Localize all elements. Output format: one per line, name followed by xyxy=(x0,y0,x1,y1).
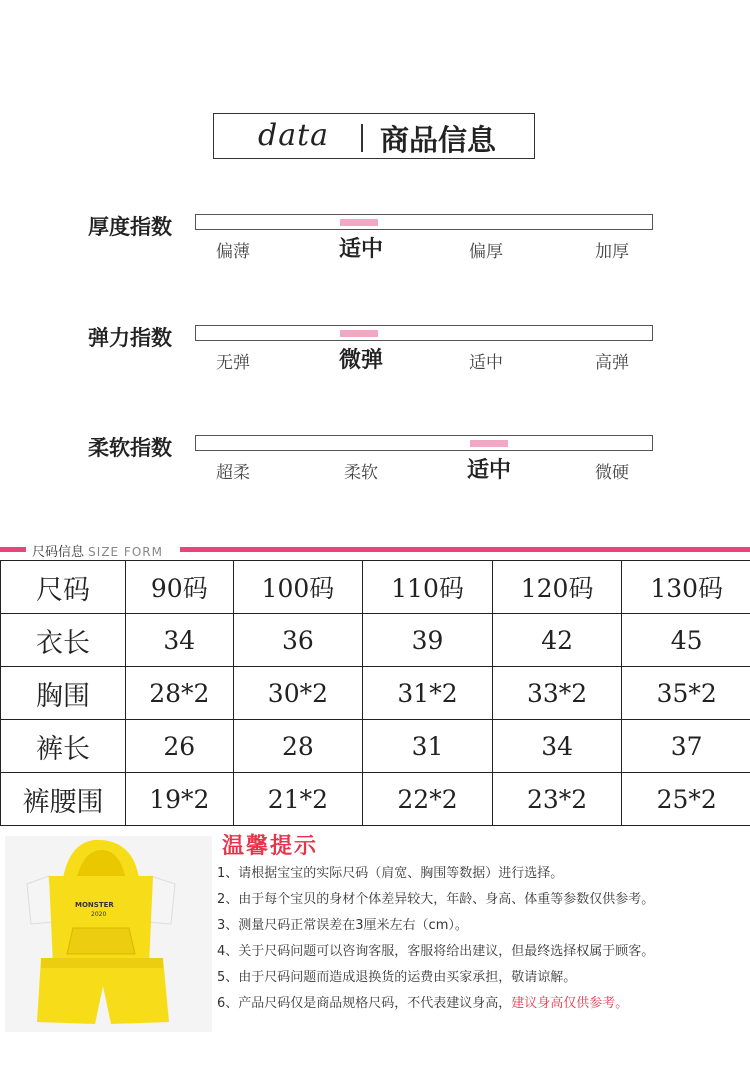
level-label: 加厚 xyxy=(595,242,629,262)
table-cell: 25*2 xyxy=(622,773,750,826)
table-header-cell: 90码 xyxy=(126,561,234,614)
table-cell: 23*2 xyxy=(492,773,622,826)
table-row xyxy=(1,614,750,667)
index-marker xyxy=(470,440,508,447)
shirt-print-text: MONSTER xyxy=(75,901,114,909)
tip-item: 4、关于尺码问题可以咨询客服，客服将给出建议，但最终选择权属于顾客。 xyxy=(217,944,655,959)
index-marker xyxy=(340,219,378,226)
size-table xyxy=(0,560,750,826)
table-row-label: 衣长 xyxy=(1,614,126,667)
table-cell: 21*2 xyxy=(233,773,363,826)
table-header-cell: 尺码 xyxy=(1,561,126,614)
tip-highlight: 建议身高仅供参考。 xyxy=(511,996,629,1011)
banner-line-left xyxy=(0,547,26,552)
table-row-label: 裤腰围 xyxy=(1,773,126,826)
header-english-title: data xyxy=(258,118,330,153)
table-header-cell: 130码 xyxy=(622,561,750,614)
table-cell: 37 xyxy=(622,720,750,773)
tip-item: 1、请根据宝宝的实际尺码（肩宽、胸围等数据）进行选择。 xyxy=(217,866,564,881)
banner-line-right xyxy=(180,547,750,552)
level-label-selected: 适中 xyxy=(466,458,511,483)
header-divider xyxy=(361,124,363,152)
index-title: 弹力指数 xyxy=(88,326,172,350)
tip-item-last xyxy=(217,992,628,1011)
index-title: 柔软指数 xyxy=(88,436,172,460)
table-cell: 30*2 xyxy=(233,667,363,720)
product-photo xyxy=(5,836,212,1032)
index-title: 厚度指数 xyxy=(88,215,172,239)
table-cell: 28 xyxy=(233,720,363,773)
level-label: 微硬 xyxy=(595,463,629,483)
yellow-outfit-illustration xyxy=(5,836,212,1032)
tip-item: 3、测量尺码正常误差在3厘米左右（cm）。 xyxy=(217,918,468,933)
level-label: 偏厚 xyxy=(469,242,503,262)
table-cell: 45 xyxy=(622,614,750,667)
table-cell: 31 xyxy=(363,720,493,773)
table-cell: 28*2 xyxy=(126,667,234,720)
banner-english: SIZE FORM xyxy=(88,545,163,559)
table-cell: 34 xyxy=(492,720,622,773)
table-row-label: 胸围 xyxy=(1,667,126,720)
table-cell: 33*2 xyxy=(492,667,622,720)
table-header-cell: 100码 xyxy=(233,561,363,614)
tip-item: 5、由于尺码问题而造成退换货的运费由买家承担，敬请谅解。 xyxy=(217,970,577,985)
section-header xyxy=(213,113,535,159)
table-cell: 19*2 xyxy=(126,773,234,826)
level-label: 柔软 xyxy=(344,463,378,483)
table-row-label: 裤长 xyxy=(1,720,126,773)
table-cell: 36 xyxy=(233,614,363,667)
table-cell: 22*2 xyxy=(363,773,493,826)
level-label: 适中 xyxy=(469,353,503,373)
table-cell: 39 xyxy=(363,614,493,667)
table-header-row xyxy=(1,561,750,614)
index-bar xyxy=(195,435,653,451)
header-chinese-title: 商品信息 xyxy=(380,123,497,157)
thickness-index xyxy=(0,211,750,291)
table-row xyxy=(1,773,750,826)
level-label: 偏薄 xyxy=(216,242,250,262)
table-header-cell: 120码 xyxy=(492,561,622,614)
shirt-print-number: 2020 xyxy=(91,911,107,918)
tips-title: 温馨提示 xyxy=(222,834,319,859)
softness-index xyxy=(0,432,750,512)
tip-item: 2、由于每个宝贝的身材个体差异较大，年龄、身高、体重等参数仅供参考。 xyxy=(217,892,655,907)
elasticity-index xyxy=(0,322,750,402)
table-cell: 34 xyxy=(126,614,234,667)
tip-text: 6、产品尺码仅是商品规格尺码，不代表建议身高， xyxy=(217,996,512,1011)
banner-label xyxy=(32,541,163,560)
table-row xyxy=(1,667,750,720)
table-cell: 35*2 xyxy=(622,667,750,720)
table-cell: 31*2 xyxy=(363,667,493,720)
banner-chinese: 尺码信息 xyxy=(32,545,85,560)
index-marker xyxy=(340,330,378,337)
level-label: 超柔 xyxy=(216,463,250,483)
index-bar xyxy=(195,325,653,341)
level-label: 高弹 xyxy=(595,353,629,373)
table-row xyxy=(1,720,750,773)
size-form-banner xyxy=(0,541,750,559)
table-cell: 26 xyxy=(126,720,234,773)
table-header-cell: 110码 xyxy=(363,561,493,614)
level-label: 无弹 xyxy=(216,353,250,373)
level-label-selected: 适中 xyxy=(338,237,383,262)
index-bar xyxy=(195,214,653,230)
level-label-selected: 微弹 xyxy=(338,348,383,373)
table-cell: 42 xyxy=(492,614,622,667)
